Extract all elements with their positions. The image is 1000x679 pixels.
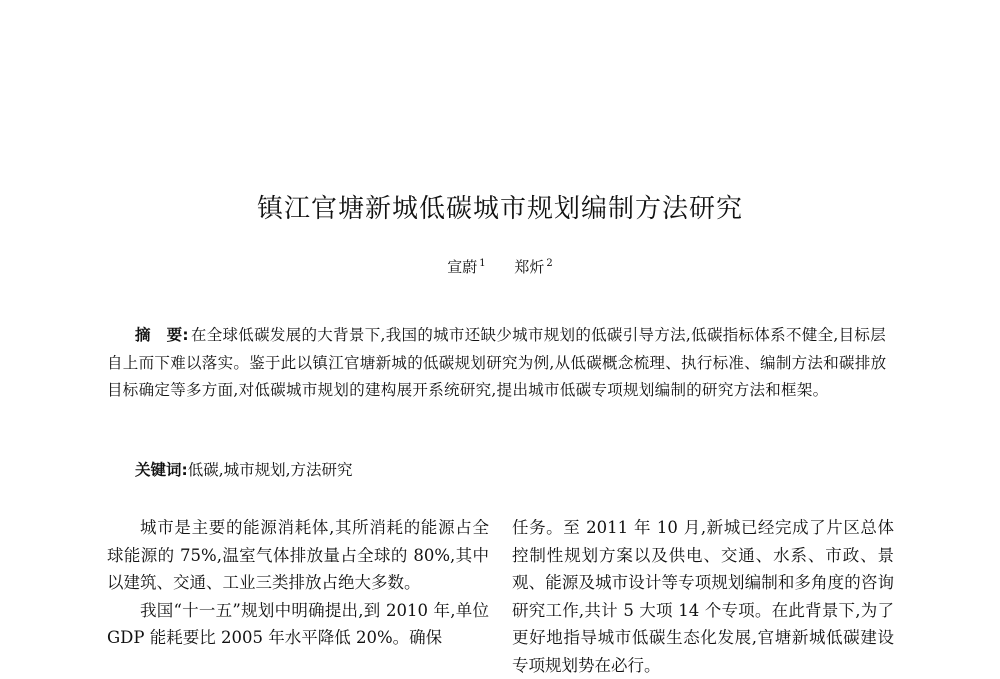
- body-paragraph: 我国“十一五”规划中明确提出,到 2010 年,单位 GDP 能耗要比 2005 年水平降低 20%。确保: [107, 600, 489, 647]
- keywords-text: 低碳,城市规划,方法研究: [187, 461, 353, 479]
- body-column-right: [512, 514, 894, 679]
- affiliation-mark: 2: [546, 258, 553, 269]
- abstract-block: [107, 322, 895, 405]
- body-column-left: [107, 514, 489, 652]
- paper-title: 镇江官塘新城低碳城市规划编制方法研究: [256, 194, 743, 224]
- abstract-label: 摘 要:: [135, 326, 189, 344]
- body-paragraph: 任务。至 2011 年 10 月,新城已经完成了片区总体控制性规划方案以及供电、交通、水系、市政、景观、能源及城市设计等专项规划编制和多角度的咨询研究工作,共计 5 大项 14 个专项。在此背景下,为了更好地指导城市低碳生态化发展,官塘新城低碳建设专项规划势在必行。: [512, 518, 894, 675]
- author-line: [0, 256, 1000, 277]
- author-name: 宣蔚: [447, 258, 478, 276]
- body-paragraph: 城市是主要的能源消耗体,其所消耗的能源占全球能源的 75%,温室气体排放量占全球的 80%,其中以建筑、交通、工业三类排放占绝大多数。: [107, 518, 489, 592]
- author-name: 郑炘: [514, 258, 545, 276]
- affiliation-mark: 1: [479, 258, 486, 269]
- keywords-block: [135, 458, 353, 480]
- keywords-label: 关键词:: [135, 461, 188, 479]
- author-1: [447, 258, 485, 276]
- author-2: [514, 258, 552, 276]
- abstract-text: 在全球低碳发展的大背景下,我国的城市还缺少城市规划的低碳引导方法,低碳指标体系不健全,目标层自上而下难以落实。鉴于此以镇江官塘新城的低碳规划研究为例,从低碳概念梳理、执行标准、编制方法和碳排放目标确定等多方面,对低碳城市规划的建构展开系统研究,提出城市低碳专项规划编制的研究方法和框架。: [107, 326, 887, 399]
